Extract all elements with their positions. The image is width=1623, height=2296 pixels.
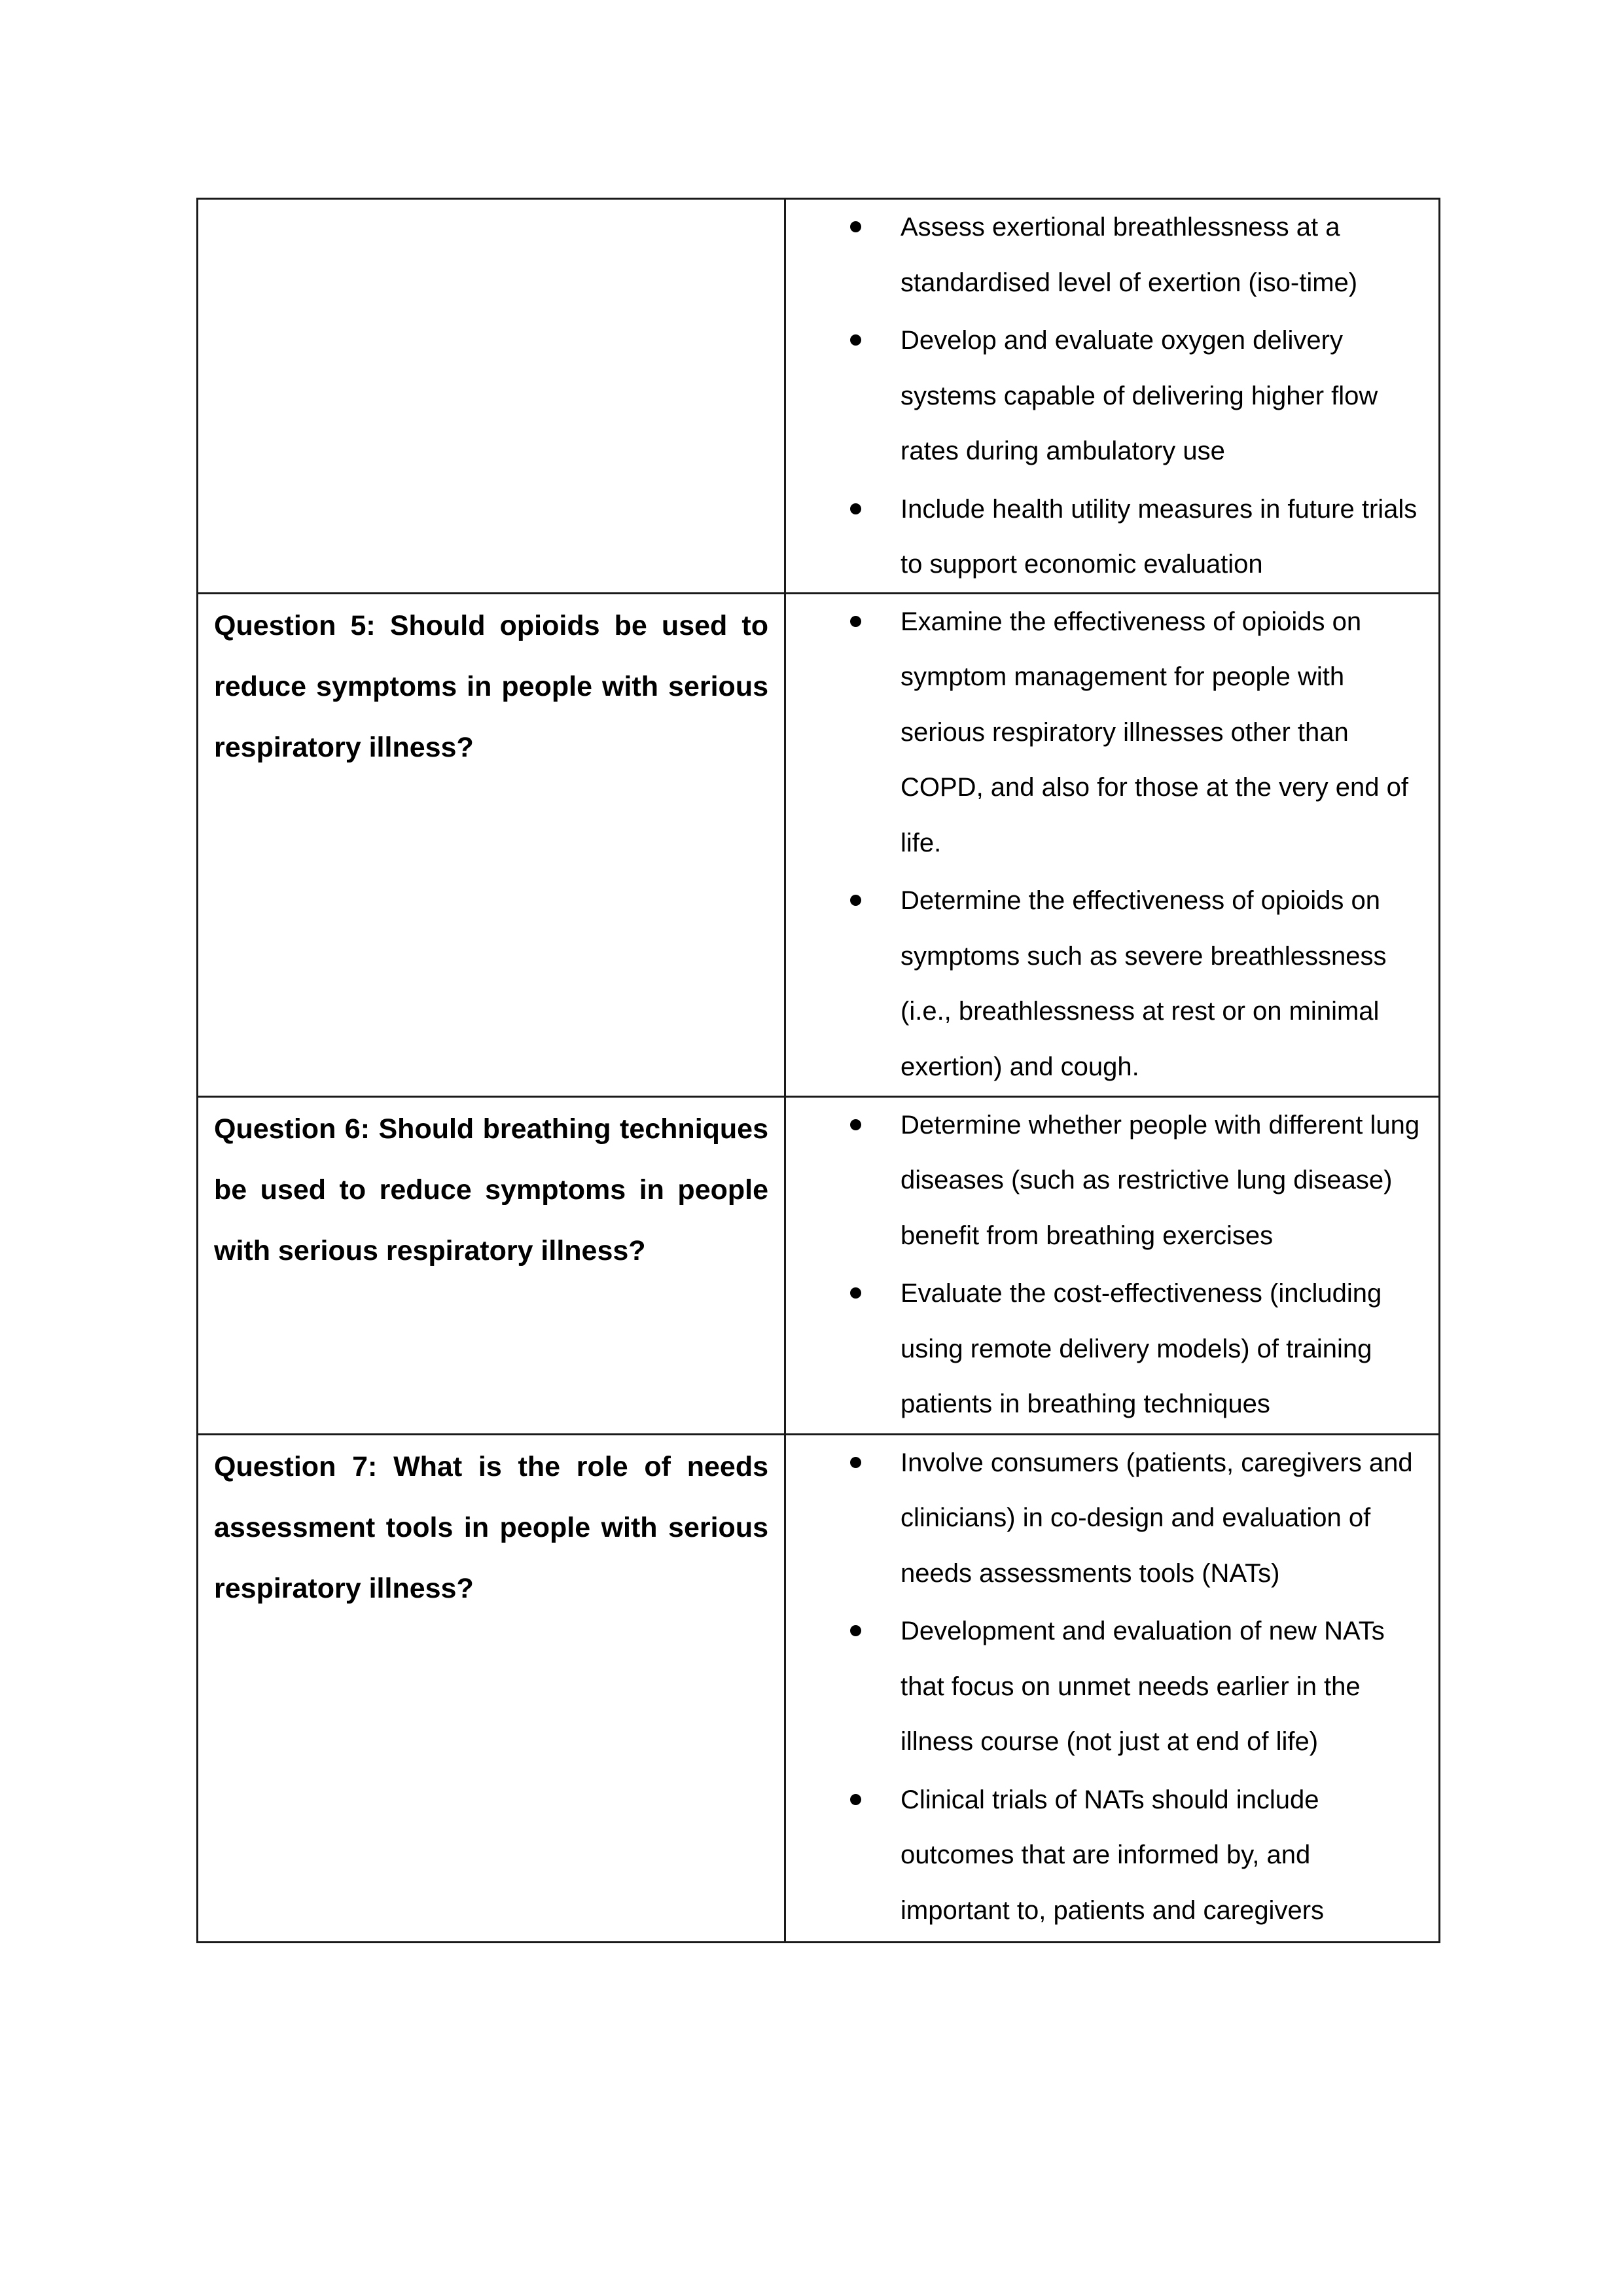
bullet-icon xyxy=(850,1794,861,1805)
recommendations-cell xyxy=(785,199,1440,594)
question-cell xyxy=(198,199,785,594)
recommendation-text: Assess exertional breathlessness at a standardised level of exertion (iso-time) xyxy=(901,213,1358,297)
list-item xyxy=(786,1266,1438,1432)
recommendation-list xyxy=(786,200,1438,592)
recommendation-list xyxy=(786,594,1438,1095)
list-item xyxy=(786,482,1438,592)
list-item xyxy=(786,1772,1438,1939)
bullet-icon xyxy=(850,1119,861,1130)
recommendation-list xyxy=(786,1435,1438,1939)
recommendation-text: Determine whether people with different lung diseases (such as restrictive lung disease) benefit from breathing exercises xyxy=(901,1110,1420,1250)
bullet-icon xyxy=(850,221,861,232)
list-item xyxy=(786,1435,1438,1602)
recommendation-text: Involve consumers (patients, caregivers and clinicians) in co-design and evaluation of needs assessments tools (NATs) xyxy=(901,1448,1413,1588)
question-text: Question 6: Should breathing techniques be used to reduce symptoms in people with serious respiratory illness? xyxy=(214,1113,768,1266)
question-text xyxy=(198,200,784,201)
list-item xyxy=(786,1098,1438,1264)
recommendation-text: Develop and evaluate oxygen delivery systems capable of delivering higher flow rates during ambulatory use xyxy=(901,326,1378,465)
question-cell xyxy=(198,593,785,1096)
question-text: Question 7: What is the role of needs assessment tools in people with serious respiratory illness? xyxy=(214,1450,768,1604)
recommendation-text: Evaluate the cost-effectiveness (including using remote delivery models) of training patients in breathing techniques xyxy=(901,1279,1382,1418)
research-recommendations-table xyxy=(196,198,1440,1943)
recommendation-text: Examine the effectiveness of opioids on symptom management for people with serious respiratory illnesses other than COPD, and also for those at the very end of life. xyxy=(901,607,1408,857)
question-cell xyxy=(198,1096,785,1434)
bullet-icon xyxy=(850,1625,861,1636)
list-item xyxy=(786,873,1438,1094)
list-item xyxy=(786,313,1438,479)
table-row xyxy=(198,593,1440,1096)
table-row xyxy=(198,199,1440,594)
recommendation-text: Clinical trials of NATs should include outcomes that are informed by, and important to, patients and caregivers xyxy=(901,1785,1325,1925)
bullet-icon xyxy=(850,895,861,906)
list-item xyxy=(786,200,1438,310)
recommendation-text: Development and evaluation of new NATs that focus on unmet needs earlier in the illness course (not just at end of life) xyxy=(901,1617,1385,1756)
bullet-icon xyxy=(850,334,861,346)
bullet-icon xyxy=(850,1457,861,1468)
recommendations-cell xyxy=(785,593,1440,1096)
question-text: Question 5: Should opioids be used to reduce symptoms in people with serious respiratory illness? xyxy=(214,609,768,763)
bullet-icon xyxy=(850,616,861,627)
list-item xyxy=(786,1604,1438,1770)
table-row xyxy=(198,1434,1440,1942)
recommendation-text: Determine the effectiveness of opioids on symptoms such as severe breathlessness (i.e., breathlessness at rest or on minimal exertion) and cough. xyxy=(901,886,1387,1081)
recommendations-cell xyxy=(785,1096,1440,1434)
list-item xyxy=(786,594,1438,871)
table-row xyxy=(198,1096,1440,1434)
recommendation-list xyxy=(786,1098,1438,1432)
bullet-icon xyxy=(850,503,861,514)
bullet-icon xyxy=(850,1287,861,1299)
recommendations-cell xyxy=(785,1434,1440,1942)
question-cell xyxy=(198,1434,785,1942)
recommendation-text: Include health utility measures in future trials to support economic evaluation xyxy=(901,494,1418,579)
